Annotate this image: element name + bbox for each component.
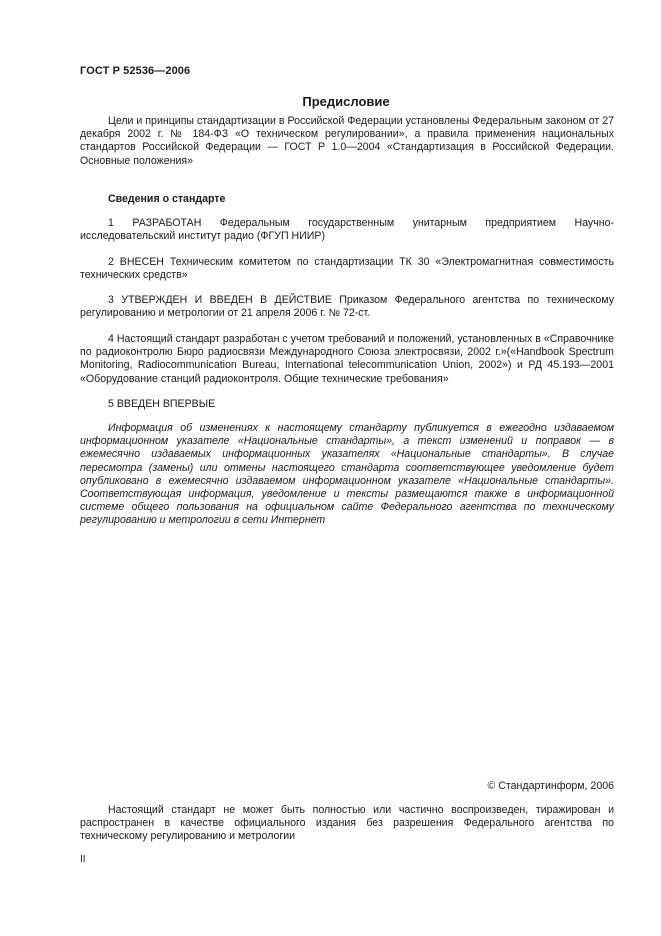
item-1: 1 РАЗРАБОТАН Федеральным государственным унитарным предприятием Научно-исследовательский институт радио (ФГУП НИИР) — [80, 217, 614, 243]
page-title: Предисловие — [302, 94, 390, 109]
info-heading: Сведения о стандарте — [108, 193, 226, 205]
reproduction-notice: Настоящий стандарт не может быть полностью или частично воспроизведен, тиражирован и распространен в качестве официального издания без разрешения Федерального агентства по техническому регулированию и метрологии — [80, 804, 614, 843]
copyright-line: © Стандартинформ, 2006 — [487, 780, 614, 792]
standard-code: ГОСТ Р 52536—2006 — [80, 65, 191, 77]
item-3: 3 УТВЕРЖДЕН И ВВЕДЕН В ДЕЙСТВИЕ Приказом Федерального агентства по техническому регулированию и метрологии от 21 апреля 2006 г. № 72-ст. — [80, 294, 614, 320]
item-5: 5 ВВЕДЕН ВПЕРВЫЕ — [108, 398, 216, 410]
item-2: 2 ВНЕСЕН Техническим комитетом по стандартизации ТК 30 «Электромагнитная совместимость технических средств» — [80, 256, 614, 282]
page-number: II — [80, 854, 86, 865]
item-4: 4 Настоящий стандарт разработан с учетом требований и положений, установленных в «Справочнике по радиоконтролю Бюро радиосвязи Международного Союза электросвязи, 2002 г.»(«Handbook Spectrum Monitoring, Radiocommunication Bureau, International telecommunication Union, 2002») и РД 45.193—2001 «Оборудование станций радиоконтроля. Общие технические требования» — [80, 333, 614, 385]
intro-paragraph: Цели и принципы стандартизации в Российской Федерации установлены Федеральным законом от 27 декабря 2002 г. № 184-ФЗ «О техническом регулировании», а правила применения национальных стандартов Российской Федерации — ГОСТ Р 1.0—2004 «Стандартизация в Российской Федерации. Основные положения» — [80, 115, 614, 167]
change-notice: Информация об изменениях к настоящему стандарту публикуется в ежегодно издаваемом информационном указателе «Национальные стандарты», а текст изменений и поправок — в ежемесячно издаваемых информационных указателях «Национальные стандарты». В случае пересмотра (замены) или отмены настоящего стандарта соответствующее уведомление будет опубликовано в ежемесячно издаваемом информационном указателе «Национальные стандарты». Соответствующая информация, уведомление и тексты размещаются также в информационной системе общего пользования на официальном сайте Федерального агентства по техническому регулированию и метрологии в сети Интернет — [80, 422, 614, 527]
